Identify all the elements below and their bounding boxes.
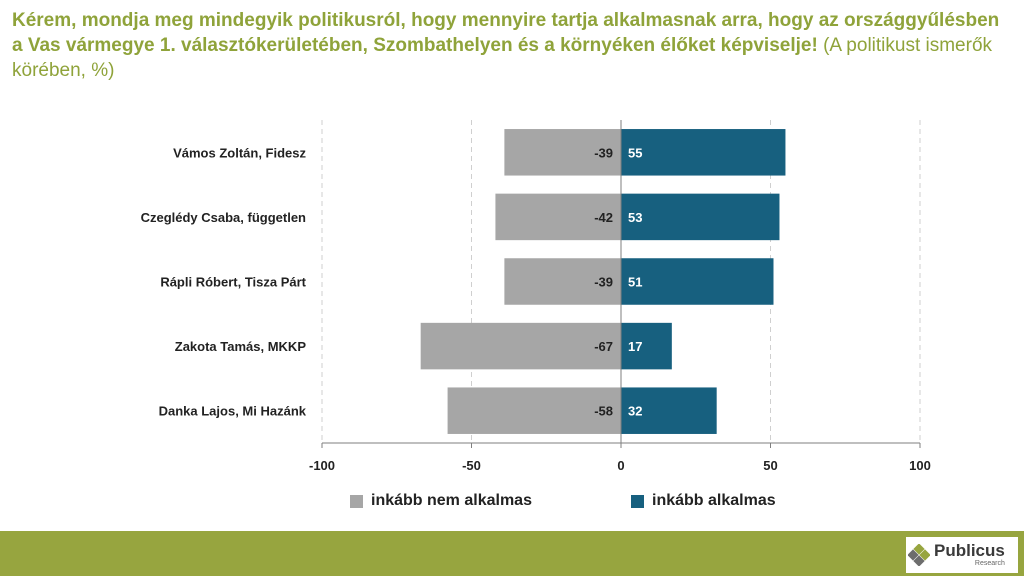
data-label: 53 xyxy=(628,209,643,225)
diamond-logo-icon xyxy=(908,544,930,566)
category-label: Vámos Zoltán, Fidesz xyxy=(173,145,306,161)
x-tick-label: -50 xyxy=(462,458,481,473)
legend-swatch-not-suitable xyxy=(350,495,363,508)
logo-sub: Research xyxy=(974,560,1005,567)
data-label: 32 xyxy=(628,403,643,419)
logo-name: Publicus xyxy=(934,541,1005,560)
publicus-logo xyxy=(906,537,1018,573)
x-tick-label: 50 xyxy=(763,458,778,473)
x-tick-label: 100 xyxy=(909,458,931,473)
bar-suitable xyxy=(621,258,773,305)
x-tick-label: -100 xyxy=(308,458,336,473)
data-label: -39 xyxy=(594,274,613,290)
category-label: Rápli Róbert, Tisza Párt xyxy=(160,274,306,290)
bar-suitable xyxy=(621,129,785,176)
legend-item-not-suitable xyxy=(350,492,532,510)
x-tick-label: 0 xyxy=(617,458,625,473)
data-label: -39 xyxy=(594,145,613,161)
data-label: -67 xyxy=(594,339,613,355)
legend-label-suitable: inkább alkalmas xyxy=(652,492,776,509)
data-label: 17 xyxy=(628,339,643,355)
footer-bar xyxy=(0,531,1024,576)
category-label: Zakota Tamás, MKKP xyxy=(174,339,306,355)
legend-label-not-suitable: inkább nem alkalmas xyxy=(371,492,532,509)
data-label: -58 xyxy=(594,403,613,419)
category-label: Danka Lajos, Mi Hazánk xyxy=(158,403,306,419)
title-note: (A politikust ismerők körében, %) xyxy=(12,35,993,81)
bar-not-suitable xyxy=(421,323,621,370)
data-label: 51 xyxy=(628,274,643,290)
bar-suitable xyxy=(621,194,779,241)
category-label: Czeglédy Csaba, független xyxy=(140,209,306,225)
legend-swatch-suitable xyxy=(631,495,644,508)
data-label: -42 xyxy=(594,209,613,225)
legend-item-suitable xyxy=(631,492,776,510)
data-label: 55 xyxy=(628,145,643,161)
legend xyxy=(0,492,1024,516)
title-main: Kérem, mondja meg mindegyik politikusról, hogy mennyire tartja alkalmasnak arra, hogy az országgyűlésben a Vas vármegye 1. választókerületében, Szombathelyen és a környéken élőket képviselje! xyxy=(12,10,1000,56)
